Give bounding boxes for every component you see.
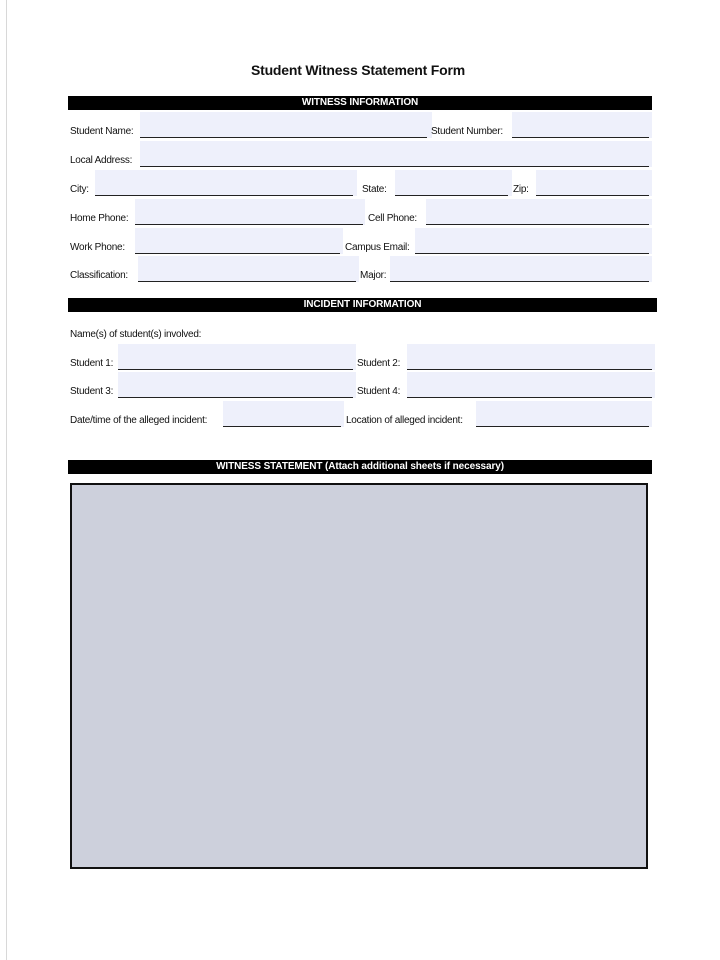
campus-email-label: Campus Email: xyxy=(345,242,410,253)
campus-email-field[interactable] xyxy=(415,253,649,254)
witness-statement-textarea[interactable] xyxy=(70,483,648,869)
home-phone-field[interactable] xyxy=(135,224,363,225)
student-name-field[interactable] xyxy=(140,137,427,138)
student-1-field[interactable] xyxy=(118,369,353,370)
student-number-label: Student Number: xyxy=(431,126,503,137)
datetime-fill xyxy=(223,401,344,427)
names-involved-label: Name(s) of student(s) involved: xyxy=(70,329,202,340)
home-phone-label: Home Phone: xyxy=(70,213,129,224)
witness-statement-header: WITNESS STATEMENT (Attach additional sheets if necessary) xyxy=(68,460,652,474)
work-phone-label: Work Phone: xyxy=(70,242,125,253)
datetime-label: Date/time of the alleged incident: xyxy=(70,415,208,426)
major-field[interactable] xyxy=(390,281,649,282)
cell-phone-label: Cell Phone: xyxy=(368,213,417,224)
home-phone-fill xyxy=(135,199,365,225)
datetime-field[interactable] xyxy=(223,426,341,427)
zip-label: Zip: xyxy=(513,184,529,195)
student-name-label: Student Name: xyxy=(70,126,134,137)
city-fill xyxy=(95,170,357,196)
campus-email-fill xyxy=(415,228,652,254)
major-fill xyxy=(390,256,652,282)
major-label: Major: xyxy=(360,270,387,281)
local-address-field[interactable] xyxy=(140,166,649,167)
work-phone-fill xyxy=(135,228,343,254)
incident-information-header: INCIDENT INFORMATION xyxy=(68,298,657,312)
classification-field[interactable] xyxy=(138,281,356,282)
student-2-fill xyxy=(407,344,655,370)
student-3-fill xyxy=(118,372,356,398)
page-edge xyxy=(6,0,7,960)
student-2-label: Student 2: xyxy=(357,358,401,369)
classification-fill xyxy=(138,256,359,282)
location-field[interactable] xyxy=(476,426,649,427)
location-label: Location of alleged incident: xyxy=(346,415,463,426)
student-number-field[interactable] xyxy=(512,137,649,138)
student-name-fill xyxy=(140,112,432,138)
local-address-fill xyxy=(140,141,652,167)
zip-field[interactable] xyxy=(536,195,649,196)
student-3-field[interactable] xyxy=(118,397,353,398)
cell-phone-field[interactable] xyxy=(426,224,649,225)
cell-phone-fill xyxy=(426,199,652,225)
zip-fill xyxy=(536,170,652,196)
local-address-label: Local Address: xyxy=(70,155,133,166)
city-field[interactable] xyxy=(95,195,353,196)
city-label: City: xyxy=(70,184,89,195)
student-3-label: Student 3: xyxy=(70,386,114,397)
work-phone-field[interactable] xyxy=(135,253,340,254)
state-fill xyxy=(395,170,512,196)
form-title: Student Witness Statement Form xyxy=(250,62,465,78)
student-4-label: Student 4: xyxy=(357,386,401,397)
student-2-field[interactable] xyxy=(407,369,652,370)
student-number-fill xyxy=(512,112,652,138)
state-label: State: xyxy=(362,184,387,195)
student-4-field[interactable] xyxy=(407,397,652,398)
student-1-label: Student 1: xyxy=(70,358,114,369)
student-4-fill xyxy=(407,372,655,398)
witness-information-header: WITNESS INFORMATION xyxy=(68,96,652,110)
student-1-fill xyxy=(118,344,356,370)
location-fill xyxy=(476,401,652,427)
state-field[interactable] xyxy=(395,195,508,196)
classification-label: Classification: xyxy=(70,270,128,281)
